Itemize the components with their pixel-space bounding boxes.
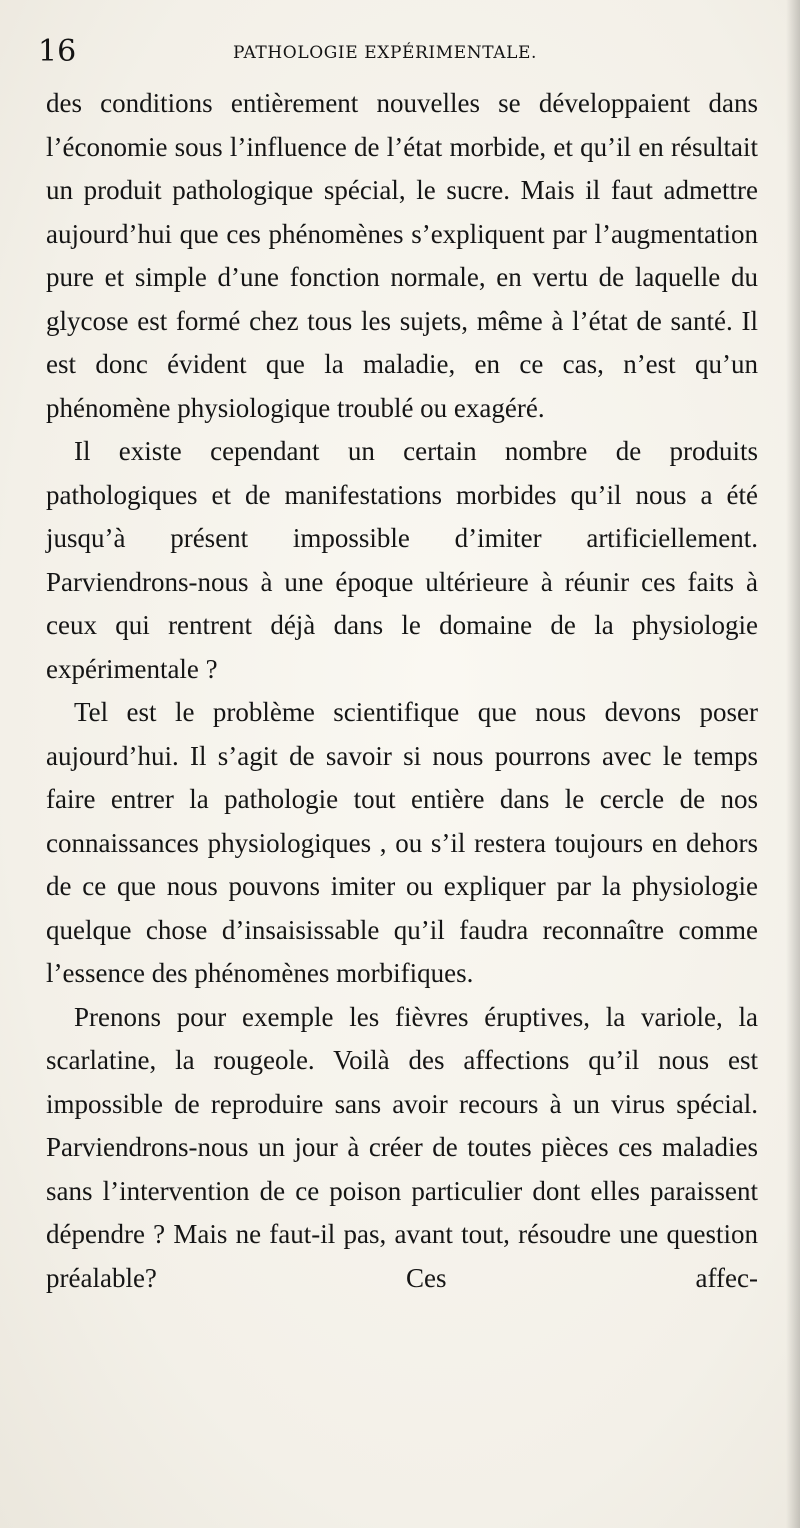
paragraph-1: des conditions entièrement nouvelles se développaient dans l’économie sous l’influence de l’état morbide, et qu’il en résultait un produit pathologique spécial, le sucre. Mais il faut admettre aujourd’hui que ces phénomènes s’expliquent par l’augmentation pure et simple d’une fonction normale, en vertu de laquelle du glycose est formé chez tous les sujets, même à l’état de santé. Il est donc évident que la maladie, en ce cas, n’est qu’un phénomène physiologique troublé ou exagéré. <box>46 88 758 423</box>
running-title: PATHOLOGIE EXPÉRIMENTALE. <box>233 43 538 63</box>
page-header <box>38 32 758 72</box>
paragraph-2: Il existe cependant un certain nombre de produits pathologiques et de manifestations morbides qu’il nous a été jusqu’à présent impossible d’imiter artificiellement. Parviendrons-nous à une époque ultérieure à réunir ces faits à ceux qui rentrent déjà dans le domaine de la physiologie expérimentale ? <box>46 436 758 684</box>
page-number: 16 <box>38 34 77 69</box>
paragraph-4: Prenons pour exemple les fièvres éruptives, la variole, la scarlatine, la rougeole. Voilà des affections qu’il nous est impossible de reproduire sans avoir recours à un virus spécial. Parviendrons-nous un jour à créer de toutes pièces ces maladies sans l’intervention de ce poison particulier dont elles paraissent dépendre ? Mais ne faut-il pas, avant tout, résoudre une question préalable? Ces affec- <box>46 1001 758 1293</box>
page-edge-shadow <box>786 0 800 1528</box>
body-text <box>46 82 758 1300</box>
paragraph-3: Tel est le problème scientifique que nous devons poser aujourd’hui. Il s’agit de savoir si nous pourrons avec le temps faire entrer la pathologie tout entière dans le cercle de nos connaissances physiologiques , ou s’il restera toujours en dehors de ce que nous pouvons imiter ou expliquer par la physiologie quelque chose d’insaisissable qu’il faudra reconnaître comme l’essence des phénomènes morbifiques. <box>46 697 758 988</box>
